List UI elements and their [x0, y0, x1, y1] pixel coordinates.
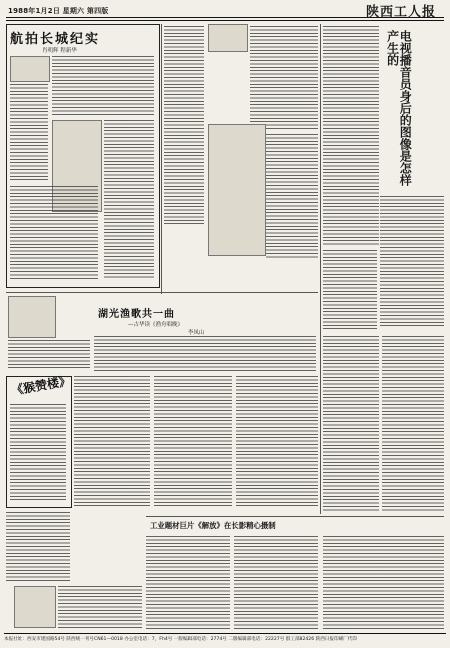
header-rule-thin — [6, 20, 444, 21]
article-text-right-lower — [323, 336, 379, 512]
section-rule-lake — [6, 292, 318, 293]
article-text-mid-2 — [154, 376, 232, 506]
article-text-col3b — [266, 134, 318, 260]
article-text-col3 — [250, 26, 318, 130]
article-text-lake-1 — [8, 340, 90, 370]
bottom-left-illustration — [14, 586, 56, 628]
article-text-right-lower-2 — [382, 336, 444, 512]
column-divider — [161, 24, 162, 294]
article-title-lake: 湖光渔歌共一曲 — [98, 309, 175, 320]
footer-imprint: 本报社址：西安市建国路54号 陕西统一刊号CN61—0018 办公室电话：7，Fh4号 一版编辑部电话：2774号 二版编辑部电话：22227号 群工部82426 陕西日报印刷厂代印 — [4, 633, 446, 642]
illustration-vertical — [208, 124, 266, 256]
article-text-aerial-2 — [10, 84, 48, 182]
article-text-lake-2 — [94, 336, 316, 372]
article-text-film-1 — [146, 536, 230, 630]
subtitle-lake: —古华读《渔舟唱晚》 — [128, 322, 184, 328]
column-divider-right — [320, 24, 321, 514]
article-text-tv-image — [380, 196, 444, 328]
article-text-left-bottom — [6, 512, 70, 582]
section-badge — [208, 24, 248, 52]
byline-lake: 李凤山 — [188, 330, 205, 336]
byline-aerial-great-wall: 肖明辉 程新华 — [42, 48, 77, 54]
article-text-aerial-1 — [52, 56, 154, 116]
section-rule-film — [146, 516, 444, 517]
article-text-left-bottom-2 — [58, 586, 142, 628]
article-title-stamp: 《猴赞楼》 — [10, 373, 72, 398]
aircraft-photo — [10, 56, 50, 82]
header-rule — [6, 17, 444, 18]
article-text-col4 — [323, 26, 379, 246]
newspaper-masthead: 陕西工人报 — [365, 5, 436, 20]
article-text-col4b — [323, 250, 377, 330]
article-text-film-2 — [234, 536, 318, 630]
article-text-aerial-3 — [104, 120, 154, 280]
article-title-aerial-great-wall: 航拍长城纪实 — [10, 32, 101, 47]
article-text-stamp — [10, 404, 66, 502]
article-text-mid-3 — [236, 376, 318, 506]
article-title-film: 工业题材巨片《解放》在长影精心摄制 — [150, 521, 276, 530]
issue-date: 1988年1月2日 星期六 第四版 — [8, 7, 109, 15]
article-text-aerial-4 — [10, 186, 98, 280]
vertical-headline-tv-image: 电视播音员身后的图像是怎样产生的 — [385, 30, 413, 186]
article-text-mid-1 — [74, 376, 150, 506]
article-text-col2 — [164, 26, 204, 224]
lake-illustration — [8, 296, 56, 338]
article-text-film-3 — [323, 536, 444, 630]
